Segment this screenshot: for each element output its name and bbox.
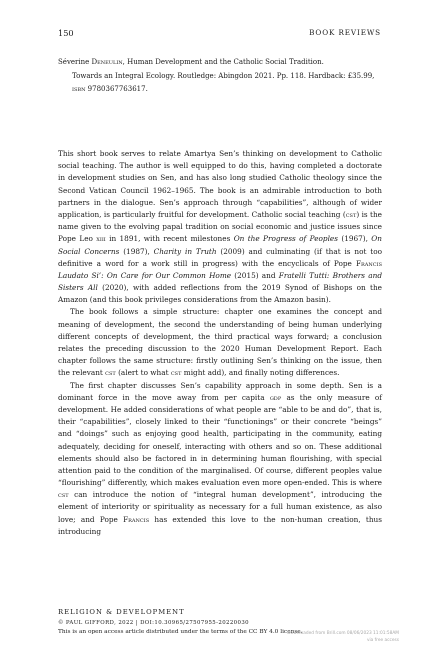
isbn-value: 9780367763617. <box>85 85 148 94</box>
access-stamp: via free access <box>366 638 399 643</box>
isbn-label: isbn <box>72 85 86 94</box>
book-title: , Human Development and the Catholic Social Tradition. <box>122 58 324 66</box>
text-run: (1987), <box>119 246 154 256</box>
paragraph-1 <box>58 148 382 306</box>
text-run: might add), and finally noting differences. <box>181 368 340 378</box>
abbr-cst: cst <box>58 490 69 500</box>
page-number: 150 <box>58 28 74 38</box>
text-run: in 1891, with recent milestones <box>105 234 234 244</box>
abbr-cst: cst <box>105 368 116 378</box>
encyclical-title: Charity in Truth <box>153 246 217 256</box>
text-run: (2020), with added reflections from the 2019 Synod of Bishops on the Amazon (and this book privileges considerations from the Amazon basin). <box>58 283 382 305</box>
citation-line-3 <box>58 83 381 97</box>
text-run: (2015) and <box>231 270 279 280</box>
book-citation <box>58 56 381 97</box>
text-run: can introduce the notion of “integral human development”, introducing the element of interiority or spirituality as necessary for a full human existence, as also love; and Pope <box>58 490 382 524</box>
text-run: (alert to what <box>115 368 171 378</box>
encyclical-title: On the Progress of Peoples <box>233 234 338 244</box>
paragraph-3 <box>58 380 382 538</box>
journal-name: RELIGION & DEVELOPMENT <box>58 608 185 616</box>
license-note: This is an open access article distributed under the terms of the CC BY 4.0 license. <box>58 629 303 635</box>
roman-numeral: xiii <box>96 234 106 244</box>
author-last-name: Deneulin <box>91 58 123 66</box>
pope-name: Francis <box>355 258 382 268</box>
text-run: This short book serves to relate Amartya Sen’s thinking on development to Catholic social teaching. The author is well equipped to do this, having completed a doctorate in development studies on Sen, and has also long studied Catholic theology since the Second Vatican Council 1962–1965. The book is an admirable introduction to both partners in the dialogue. Sen’s approach through “capabilities”, although of wider application, is particularly fruitful for development. Catholic social teaching ( <box>58 149 382 219</box>
abbr-gdp: gdp <box>269 392 282 402</box>
publication-details: Towards an Integral Ecology. Routledge: Abingdon 2021. Pp. 118. Hardback: £35.99, <box>72 71 375 80</box>
citation-line-1 <box>58 56 381 70</box>
text-run: The book follows a simple structure: chapter one examines the concept and meaning of development, the second the understanding of being human underlying different concepts of development, the third practical ways forward; a conclusion relates the preceding discussion to the 2020 Human Development Report. Each chapter follows the same structure: firstly outlining Sen’s thinking on the issue, then the relevant <box>58 307 382 378</box>
text-run: The first chapter discusses Sen’s capability approach in some depth. Sen is a dominant force in the move away from per capita <box>58 380 382 402</box>
running-head: BOOK REVIEWS <box>309 28 381 37</box>
citation-line-2 <box>58 70 381 84</box>
pope-name: Francis <box>123 514 150 524</box>
encyclical-title: Laudato Si’: On Care for Our Common Home <box>58 270 232 280</box>
download-stamp: Downloaded from Brill.com 08/06/2023 11:01:58AM <box>287 631 399 636</box>
review-body <box>58 148 382 538</box>
page-header <box>58 28 381 42</box>
text-run: ) is the name given to the evolving papal tradition on social economic and justice issues since Pope Leo <box>58 209 383 244</box>
copyright-doi: © PAUL GIFFORD, 2022 | DOI:10.30965/27507955-20220030 <box>58 620 249 626</box>
author-first-name: Séverine <box>58 58 92 66</box>
abbr-cst: cst <box>345 209 357 219</box>
encyclical-title: On Social Concerns <box>58 234 382 256</box>
text-run: (1967), <box>337 234 372 244</box>
paragraph-2 <box>58 306 382 379</box>
text-run: (2009) and culminating (if that is not too definitive a word for a work still in progress) with the encyclicals of Pope <box>58 246 382 268</box>
encyclical-title: Fratelli Tutti: Brothers and Sisters All <box>58 270 382 293</box>
text-run: as the only measure of development. He added considerations of what people are “able to be and do”, that is, their “capabilities”, closely linked to their “functionings” or their concrete “beings” and “doings” such as enjoying good health, participating in the community, eating adequately, deciding for oneself, interacting with others and so on. These additional elements should also be factored in in determining human flourishing, with special attention paid to the condition of the marginalised. Of course, different peoples value “flourishing” differently, which makes evaluation even more open-ended. This is where <box>58 392 382 488</box>
abbr-cst: cst <box>170 368 182 378</box>
text-run: has extended this love to the non-human creation, thus introducing <box>58 514 382 536</box>
